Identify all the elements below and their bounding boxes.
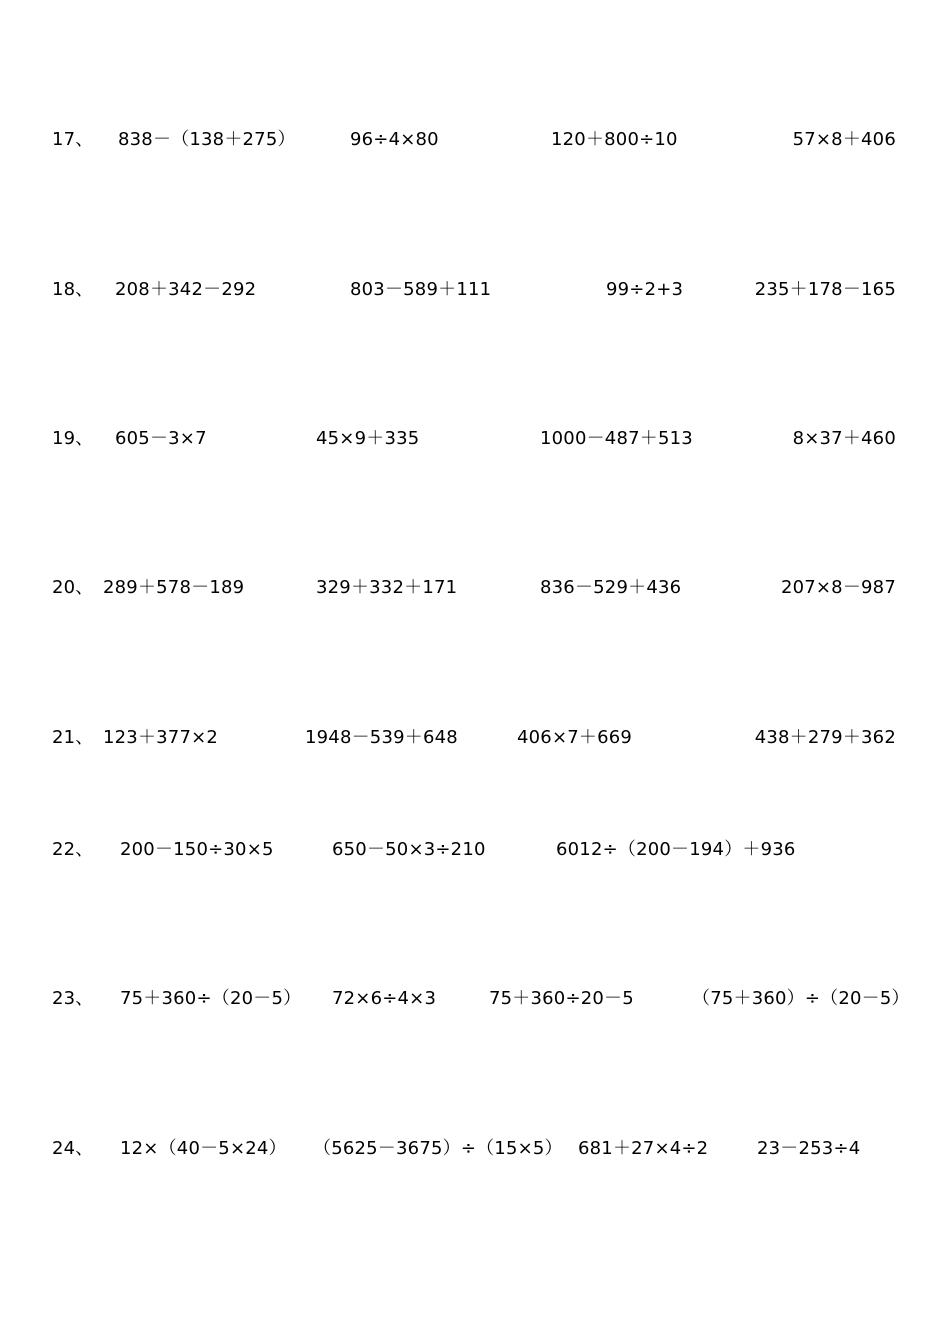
math-expression: 200－150÷30×5 <box>120 839 274 860</box>
problem-row-23 <box>0 987 950 1011</box>
math-expression: 75＋360÷（20－5） <box>120 988 302 1009</box>
math-expression: 208＋342－292 <box>115 279 257 300</box>
problem-number: 20、 <box>52 577 94 598</box>
problem-row-17 <box>0 128 950 152</box>
math-expression: 12×（40－5×24） <box>120 1138 287 1159</box>
problem-row-18 <box>0 278 950 302</box>
math-expression: （75＋360）÷（20－5） <box>692 988 910 1009</box>
problem-row-22 <box>0 838 950 862</box>
math-expression: 99÷2+3 <box>606 279 684 300</box>
math-expression: 6012÷（200－194）＋936 <box>556 839 796 860</box>
math-expression: （5625－3675）÷（15×5） <box>313 1138 563 1159</box>
math-expression: 96÷4×80 <box>350 129 439 150</box>
math-expression: 438＋279＋362 <box>754 727 896 748</box>
math-expression: 72×6÷4×3 <box>332 988 437 1009</box>
problem-row-19 <box>0 427 950 451</box>
math-expression: 57×8＋406 <box>792 129 896 150</box>
math-expression: 120＋800÷10 <box>551 129 678 150</box>
math-expression: 45×9＋335 <box>316 428 420 449</box>
math-expression: 329＋332＋171 <box>316 577 458 598</box>
problem-number: 21、 <box>52 727 94 748</box>
math-expression: 235＋178－165 <box>754 279 896 300</box>
math-expression: 650－50×3÷210 <box>332 839 486 860</box>
math-expression: 23－253÷4 <box>757 1138 861 1159</box>
problem-row-24 <box>0 1137 950 1161</box>
problem-number: 18、 <box>52 279 94 300</box>
math-expression: 75＋360÷20－5 <box>489 988 634 1009</box>
math-expression: 1948－539＋648 <box>305 727 458 748</box>
problem-number: 19、 <box>52 428 94 449</box>
math-expression: 123＋377×2 <box>103 727 219 748</box>
math-expression: 605－3×7 <box>115 428 207 449</box>
math-expression: 8×37＋460 <box>792 428 896 449</box>
math-expression: 1000－487＋513 <box>540 428 693 449</box>
problem-row-20 <box>0 576 950 600</box>
problem-row-21 <box>0 726 950 750</box>
problem-number: 17、 <box>52 129 94 150</box>
math-expression: 836－529＋436 <box>540 577 682 598</box>
problem-number: 22、 <box>52 839 94 860</box>
math-expression: 681＋27×4÷2 <box>578 1138 709 1159</box>
math-expression: 289＋578－189 <box>103 577 245 598</box>
math-expression: 207×8－987 <box>780 577 896 598</box>
math-expression: 406×7＋669 <box>517 727 633 748</box>
problem-number: 24、 <box>52 1138 94 1159</box>
math-expression: 838－（138＋275） <box>118 129 296 150</box>
problem-number: 23、 <box>52 988 94 1009</box>
math-expression: 803－589＋111 <box>350 279 492 300</box>
